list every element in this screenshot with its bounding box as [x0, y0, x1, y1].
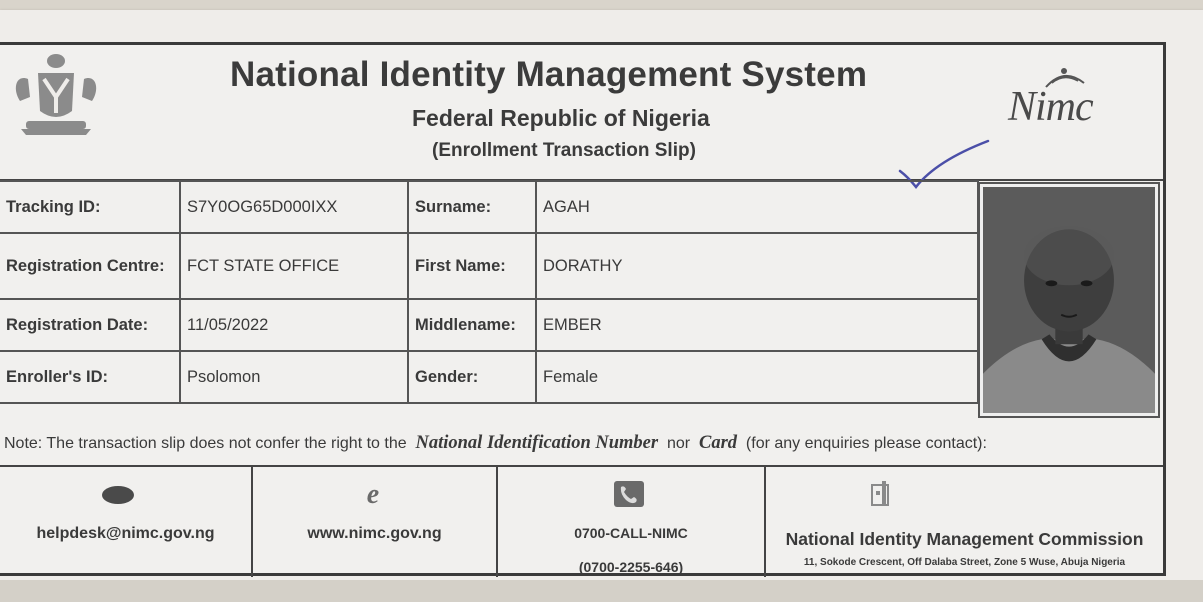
- commission-address: 11, Sokode Crescent, Off Dalaba Street, Zone 5 Wuse, Abuja Nigeria: [803, 557, 1126, 568]
- slip-type-label: (Enrollment Transaction Slip): [432, 140, 696, 161]
- phone-digits-text: (0700-2255-646): [578, 559, 684, 575]
- table-row: [0, 181, 978, 233]
- table-row: [0, 299, 978, 351]
- gender-value: Female: [536, 351, 978, 403]
- commission-name: National Identity Management Commission: [785, 529, 1144, 549]
- enrollment-slip: [0, 42, 1166, 576]
- email-text: helpdesk@nimc.gov.ng: [36, 525, 215, 542]
- note-nin: National Identification Number: [415, 433, 659, 453]
- note-suffix: (for any enquiries please contact):: [745, 435, 987, 452]
- svg-text:e: e: [366, 481, 380, 507]
- country-subtitle: Federal Republic of Nigeria: [412, 105, 710, 131]
- contact-section: [0, 465, 1163, 577]
- first-name-value: DORATHY: [536, 233, 978, 299]
- enroller-id-value: Psolomon: [180, 351, 408, 403]
- enroller-id-label: Enroller's ID:: [0, 351, 180, 403]
- nimc-logo-text: Nimc: [1008, 84, 1093, 130]
- background-surface: [0, 580, 1203, 602]
- middlename-value: EMBER: [536, 299, 978, 351]
- gender-label: Gender:: [408, 351, 536, 403]
- table-row: [0, 351, 978, 403]
- web-icon: [253, 481, 498, 507]
- tracking-id-value: S7Y0OG65D000IXX: [180, 181, 408, 233]
- building-icon: [766, 481, 1163, 507]
- surname-value: AGAH: [536, 181, 978, 233]
- passport-photo: [978, 182, 1160, 418]
- table-row: [0, 233, 978, 299]
- registration-date-label: Registration Date:: [0, 299, 180, 351]
- middlename-label: Middlename:: [408, 299, 536, 351]
- registration-centre-value: FCT STATE OFFICE: [180, 233, 408, 299]
- website-text: www.nimc.gov.ng: [307, 525, 442, 542]
- phone-text: 0700-CALL-NIMC: [574, 525, 688, 541]
- note-prefix: Note: The transaction slip does not confer the right to the: [4, 435, 407, 452]
- disclaimer-note: [4, 433, 1154, 454]
- first-name-label: First Name:: [408, 233, 536, 299]
- tracking-id-label: Tracking ID:: [0, 181, 180, 233]
- page-title: National Identity Management System: [230, 55, 868, 94]
- note-nor: nor: [666, 435, 691, 452]
- slip-header: [0, 45, 1163, 181]
- phone-icon: [498, 481, 766, 507]
- surname-label: Surname:: [408, 181, 536, 233]
- nimc-logo-icon: [1008, 61, 1118, 135]
- note-card: Card: [698, 433, 738, 453]
- coat-of-arms-icon: [6, 49, 106, 139]
- email-icon: [0, 481, 253, 507]
- commission-contact: [766, 467, 1163, 577]
- enrollment-details-table: [0, 180, 979, 404]
- website-contact: [253, 467, 498, 577]
- registration-centre-label: Registration Centre:: [0, 233, 180, 299]
- registration-date-value: 11/05/2022: [180, 299, 408, 351]
- email-contact: [0, 467, 253, 577]
- phone-contact: [498, 467, 766, 577]
